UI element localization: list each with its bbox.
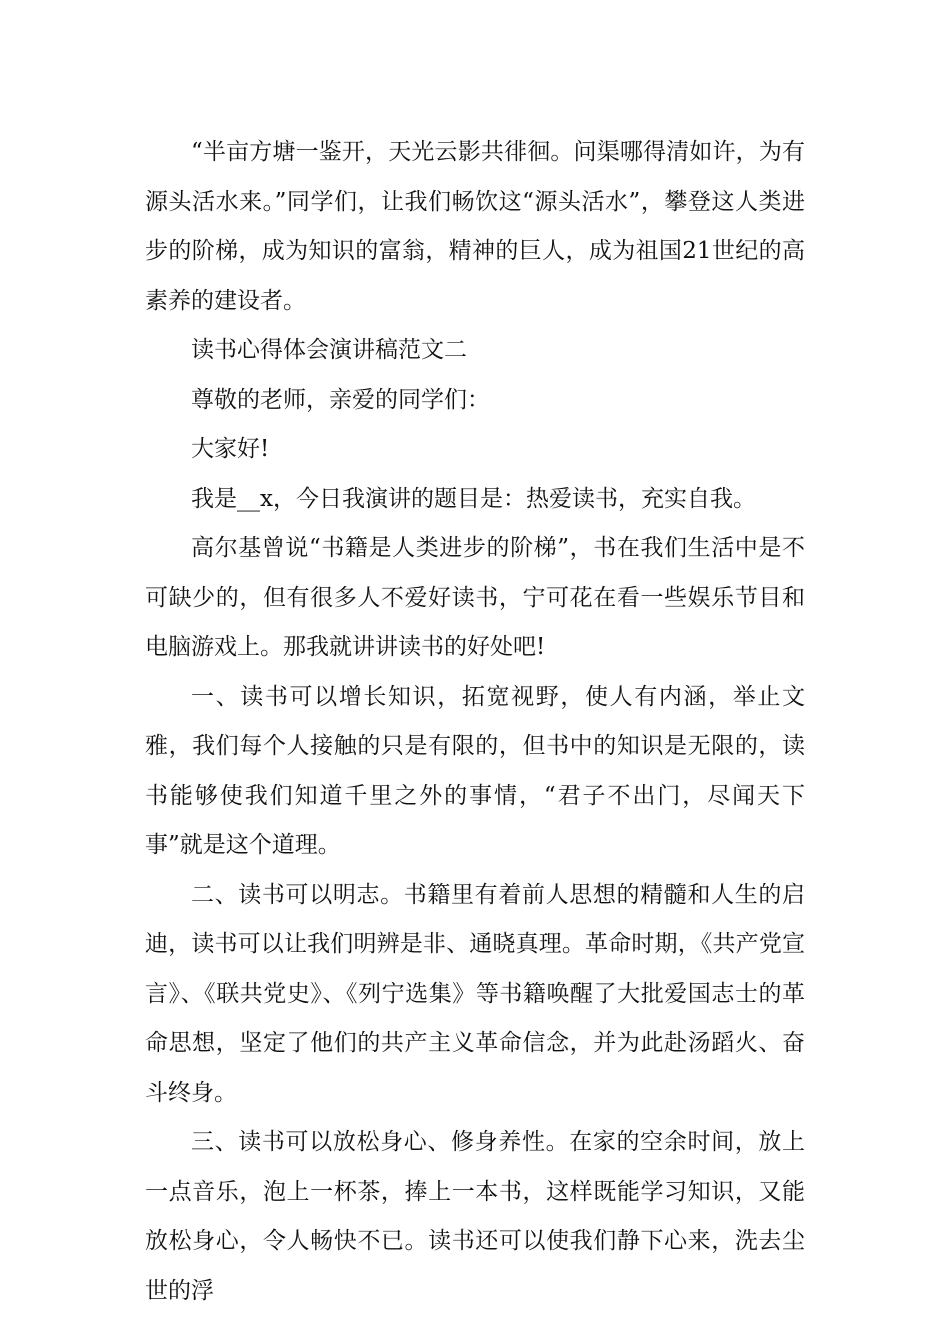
paragraph-gorky-quote: 高尔基曾说“书籍是人类进步的阶梯”，书在我们生活中是不可缺少的，但有很多人不爱好读书，宁可花在看一些娱乐节目和电脑游戏上。那我就讲讲读书的好处吧!	[145, 535, 805, 660]
paragraph-point-two: 二、读书可以明志。书籍里有着前人思想的精髓和人生的启迪，读书可以让我们明辨是非、通晓真理。革命时期，《共产党宣言》、《联共党史》、《列宁选集》等书籍唤醒了大批爱国志士的革命思想，坚定了他们的共产主义革命信念，并为此赴汤蹈火、奋斗终身。	[145, 881, 805, 1106]
section-title: 读书心得体会演讲稿范文二	[191, 337, 467, 363]
paragraph-salutation: 尊敬的老师，亲爱的同学们：	[191, 386, 490, 413]
document-body	[145, 128, 805, 1316]
paragraph-topic: 我是__x，今日我演讲的题目是：热爱读书，充实自我。	[191, 485, 756, 512]
paragraph-point-one: 一、读书可以增长知识，拓宽视野，使人有内涵，举止文雅，我们每个人接触的只是有限的，但书中的知识是无限的，读书能够使我们知道千里之外的事情，“君子不出门，尽闻天下事”就是这个道理。	[145, 683, 805, 858]
paragraph-point-three: 三、读书可以放松身心、修身养性。在家的空余时间，放上一点音乐，泡上一杯茶，捧上一本书，这样既能学习知识，又能放松身心，令人畅快不已。读书还可以使我们静下心来，洗去尘世的浮	[145, 1129, 805, 1304]
paragraph-intro-quote: “半亩方塘一鉴开，天光云影共徘徊。问渠哪得清如许，为有源头活水来。”同学们，让我们畅饮这“源头活水”，攀登这人类进步的阶梯，成为知识的富翁，精神的巨人，成为祖国21世纪的高素养的建设者。	[145, 139, 805, 314]
paragraph-greeting: 大家好!	[191, 436, 270, 462]
